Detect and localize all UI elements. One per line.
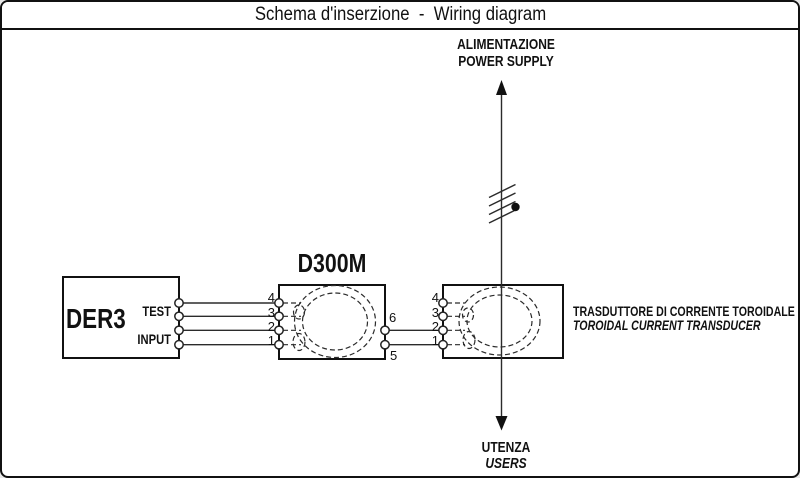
transducer-caption-italian: TRASDUTTORE DI CORRENTE TOROIDALE <box>573 303 795 319</box>
d300m-label: D300M <box>297 248 367 278</box>
conductor-slashes-icon <box>489 185 516 224</box>
transducer-terminal-number-2: 2 <box>431 319 439 334</box>
d300m-terminal-number-3: 3 <box>267 305 275 320</box>
users-english: USERS <box>485 455 527 472</box>
der3-input-label: INPUT <box>137 331 171 347</box>
d300m-terminal-2 <box>275 326 283 334</box>
d300m-terminal-1 <box>275 341 283 349</box>
d300m-terminal-number-6: 6 <box>389 310 397 325</box>
der3-terminal <box>175 341 183 349</box>
d300m-terminal-number-4: 4 <box>267 290 275 305</box>
der3-label: DER3 <box>66 303 126 334</box>
d300m-terminal-5 <box>381 341 389 349</box>
d300m-terminal-number-2: 2 <box>267 319 275 334</box>
der3-terminal <box>175 312 183 320</box>
transducer-terminal-2 <box>439 326 447 334</box>
der3-terminal <box>175 326 183 334</box>
power-supply-italian: ALIMENTAZIONE <box>457 36 555 53</box>
up-arrowhead-icon <box>496 80 507 95</box>
transducer-terminal-number-4: 4 <box>431 290 439 305</box>
d300m-terminal-number-5: 5 <box>390 348 398 363</box>
power-supply-label <box>426 36 586 70</box>
page-title: Schema d'inserzione - Wiring diagram <box>254 4 546 25</box>
users-italian: UTENZA <box>481 439 531 456</box>
title-bar <box>2 2 798 30</box>
transducer-caption-english: TOROIDAL CURRENT TRANSDUCER <box>573 316 761 333</box>
junction-dot <box>511 203 519 211</box>
down-arrowhead-icon <box>496 416 508 431</box>
transducer-terminal-number-1: 1 <box>431 333 439 348</box>
d300m-terminal-number-1: 1 <box>267 333 275 348</box>
d300m-terminal-4 <box>275 299 283 307</box>
der3-test-label: TEST <box>142 303 171 319</box>
der3-terminal <box>175 299 183 307</box>
transducer-terminal-3 <box>439 312 447 320</box>
d300m-terminal-6 <box>381 326 389 334</box>
d300m-terminal-3 <box>275 312 283 320</box>
transducer-terminal-4 <box>439 299 447 307</box>
transducer-terminal-number-3: 3 <box>431 305 439 320</box>
transducer-caption <box>573 305 795 332</box>
wiring-diagram-canvas <box>2 2 798 476</box>
power-supply-english: POWER SUPPLY <box>458 53 554 70</box>
transducer-terminal-1 <box>439 341 447 349</box>
users-label <box>426 440 586 472</box>
